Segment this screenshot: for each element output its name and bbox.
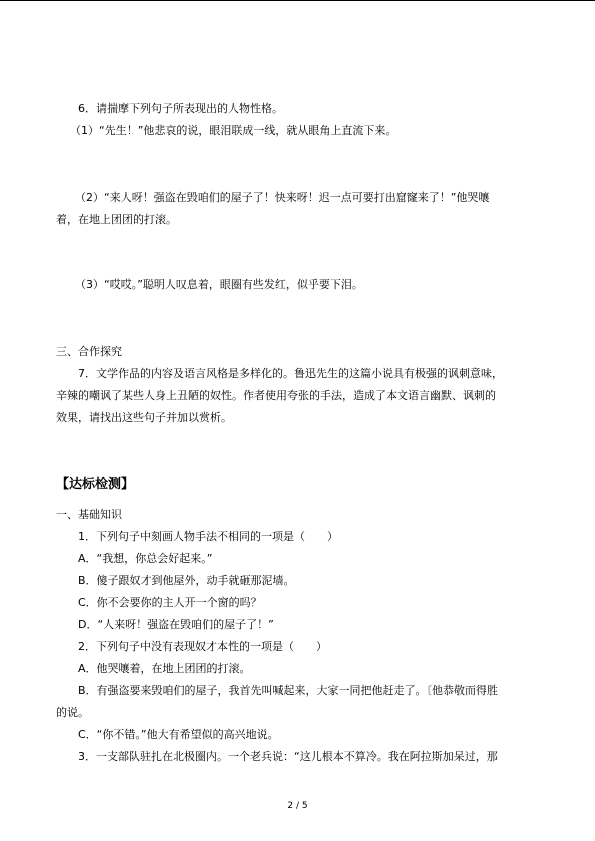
q2-option-b-line1: B．有强盗要来毁咱们的屋子，我首先叫喊起来，大家一同把他赶走了。〔他恭敬而得胜 xyxy=(78,684,499,697)
q7-line3: 效果，请找出这些句子并加以赏析。 xyxy=(56,411,232,424)
q2-option-a: A．他哭嚷着，在地上团团的打滚。 xyxy=(78,662,251,675)
q6-item-3: （3）“哎哎。”聪明人叹息着，眼圈有些发红，似乎要下泪。 xyxy=(75,278,363,291)
q6-item-2-line1: （2）“来人呀！强盗在毁咱们的屋子了！快来呀！迟一点可要打出窟窿来了！”他哭嚷 xyxy=(75,191,490,204)
page-number: 2 / 5 xyxy=(287,801,308,811)
top-rule xyxy=(0,0,595,1)
basic-knowledge-heading: 一、基础知识 xyxy=(56,508,122,521)
q6-item-2-line2: 着，在地上团团的打滚。 xyxy=(56,213,177,226)
q6-title: 6．请揣摩下列句子所表现出的人物性格。 xyxy=(78,102,283,115)
q7-line2: 辛辣的嘲讽了某些人身上丑陋的奴性。作者使用夸张的手法，造成了本文语言幽默、讽刺的 xyxy=(56,389,496,402)
q3-stem-line1: 3．一支部队驻扎在北极圈内。一个老兵说：“这儿根本不算冷。我在阿拉斯加呆过，那 xyxy=(78,750,498,763)
q1-stem: 1．下列句子中刻画人物手法不相同的一项是（ ） xyxy=(78,530,338,543)
q7-line1: 7．文学作品的内容及语言风格是多样化的。鲁迅先生的这篇小说具有极强的讽刺意味， xyxy=(78,367,503,380)
q2-stem: 2．下列句子中没有表现奴才本性的一项是（ ） xyxy=(78,640,327,653)
q2-option-c: C．“你不错。”他大有希望似的高兴地说。 xyxy=(78,728,279,741)
q2-option-b-line2: 的说。 xyxy=(56,706,89,719)
q1-option-d: D．“人来呀！强盗在毁咱们的屋子了！” xyxy=(78,618,274,631)
dabiao-heading: 【达标检测】 xyxy=(56,477,135,492)
q1-option-b: B．傻子跟奴才到他屋外，动手就砸那泥墙。 xyxy=(78,574,295,587)
q1-option-a: A．“我想，你总会好起来。” xyxy=(78,552,213,565)
q6-item-1: （1）“先生！”他悲哀的说，眼泪联成一线，就从眼角上直流下来。 xyxy=(70,124,397,137)
q1-option-c: C．你不会要你的主人开一个窗的吗？ xyxy=(78,596,262,609)
section-three-heading: 三、合作探究 xyxy=(56,345,122,358)
